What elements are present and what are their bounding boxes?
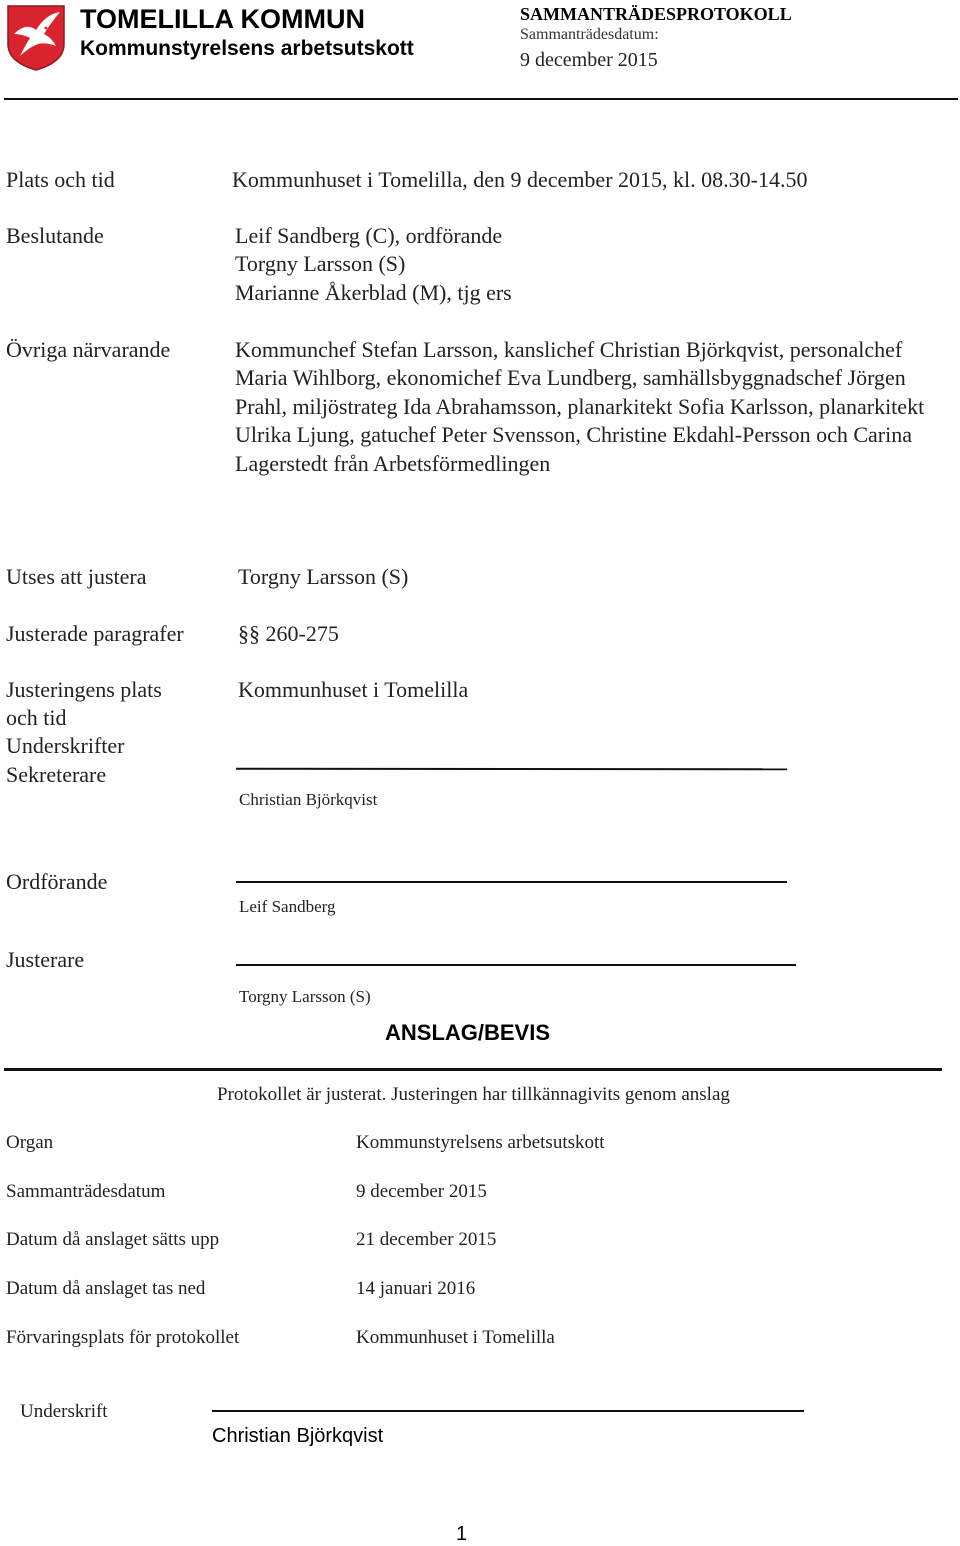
notice-row-label: Datum då anslaget sätts upp xyxy=(6,1229,220,1250)
decision-maker-1: Leif Sandberg (C), ordförande xyxy=(235,223,503,248)
adjuster-sign-name: Torgny Larsson (S) xyxy=(239,987,371,1006)
adjust-place-label-2: och tid xyxy=(6,705,67,730)
others-present-value: Kommunchef Stefan Larsson, kanslichef Christian Björkqvist, personalchef Maria Wihlborg, ekonomichef Eva Lundberg, samhällsbyggnadschef Jörgen Prahl, miljöstrateg Ida Abrahamsson, planarkitekt Sofia Karlsson, planarkitekt Ulrika Ljung, gatuchef Peter Svensson, Christine Ekdahl-Persson och Carina Lagerstedt från Arbetsförmedlingen xyxy=(235,337,925,476)
secretary-signature-line xyxy=(236,768,787,770)
others-present-label: Övriga närvarande xyxy=(6,337,171,362)
adjuster-value: Torgny Larsson (S) xyxy=(238,564,409,589)
notice-divider xyxy=(4,1068,942,1071)
adjust-place-value: Kommunhuset i Tomelilla xyxy=(238,677,469,702)
header-divider xyxy=(4,98,958,100)
protocol-title: SAMMANTRÄDESPROTOKOLL xyxy=(520,4,792,24)
adjuster-signature-line xyxy=(236,964,796,966)
notice-row-value: 21 december 2015 xyxy=(356,1229,497,1250)
notice-row-label: Förvaringsplats för protokollet xyxy=(6,1327,240,1348)
notice-signature-line xyxy=(212,1410,804,1412)
chair-name: Leif Sandberg xyxy=(239,897,336,916)
adjust-place-label-1: Justeringens plats xyxy=(6,677,162,702)
notice-row-value: Kommunhuset i Tomelilla xyxy=(356,1327,555,1348)
notice-row-value: Kommunstyrelsens arbetsutskott xyxy=(356,1132,605,1153)
paragraphs-label: Justerade paragrafer xyxy=(6,621,184,646)
notice-row-label: Organ xyxy=(6,1132,54,1153)
meeting-date-label: Sammanträdesdatum: xyxy=(520,26,659,43)
adjuster-label: Utses att justera xyxy=(6,564,147,589)
notice-signature-name: Christian Björkqvist xyxy=(212,1425,384,1447)
decision-makers-label: Beslutande xyxy=(6,223,104,248)
secretary-name: Christian Björkqvist xyxy=(239,790,378,809)
page-number: 1 xyxy=(456,1523,468,1545)
department-name: Kommunstyrelsens arbetsutskott xyxy=(80,37,414,60)
secretary-label: Sekreterare xyxy=(6,762,107,787)
chair-label: Ordförande xyxy=(6,869,108,894)
notice-heading: ANSLAG/BEVIS xyxy=(385,1020,551,1045)
paragraphs-value: §§ 260-275 xyxy=(238,621,339,646)
decision-maker-3: Marianne Åkerblad (M), tjg ers xyxy=(235,280,512,305)
seagull-shield-icon xyxy=(6,4,66,72)
place-label: Plats och tid xyxy=(6,167,115,192)
signatures-label: Underskrifter xyxy=(6,733,125,758)
notice-signature-label: Underskrift xyxy=(20,1401,108,1422)
organization-name: TOMELILLA KOMMUN xyxy=(80,4,365,34)
notice-row-value: 9 december 2015 xyxy=(356,1181,487,1202)
adjuster-sign-label: Justerare xyxy=(6,947,85,972)
decision-maker-2: Torgny Larsson (S) xyxy=(235,251,406,276)
chair-signature-line xyxy=(236,881,787,883)
notice-row-label: Sammanträdesdatum xyxy=(6,1181,166,1202)
meeting-date-value: 9 december 2015 xyxy=(520,49,658,71)
notice-row-value: 14 januari 2016 xyxy=(356,1278,476,1299)
notice-row-label: Datum då anslaget tas ned xyxy=(6,1278,206,1299)
notice-statement: Protokollet är justerat. Justeringen har tillkännagivits genom anslag xyxy=(217,1084,730,1105)
place-value: Kommunhuset i Tomelilla, den 9 december 2015, kl. 08.30-14.50 xyxy=(232,167,808,192)
